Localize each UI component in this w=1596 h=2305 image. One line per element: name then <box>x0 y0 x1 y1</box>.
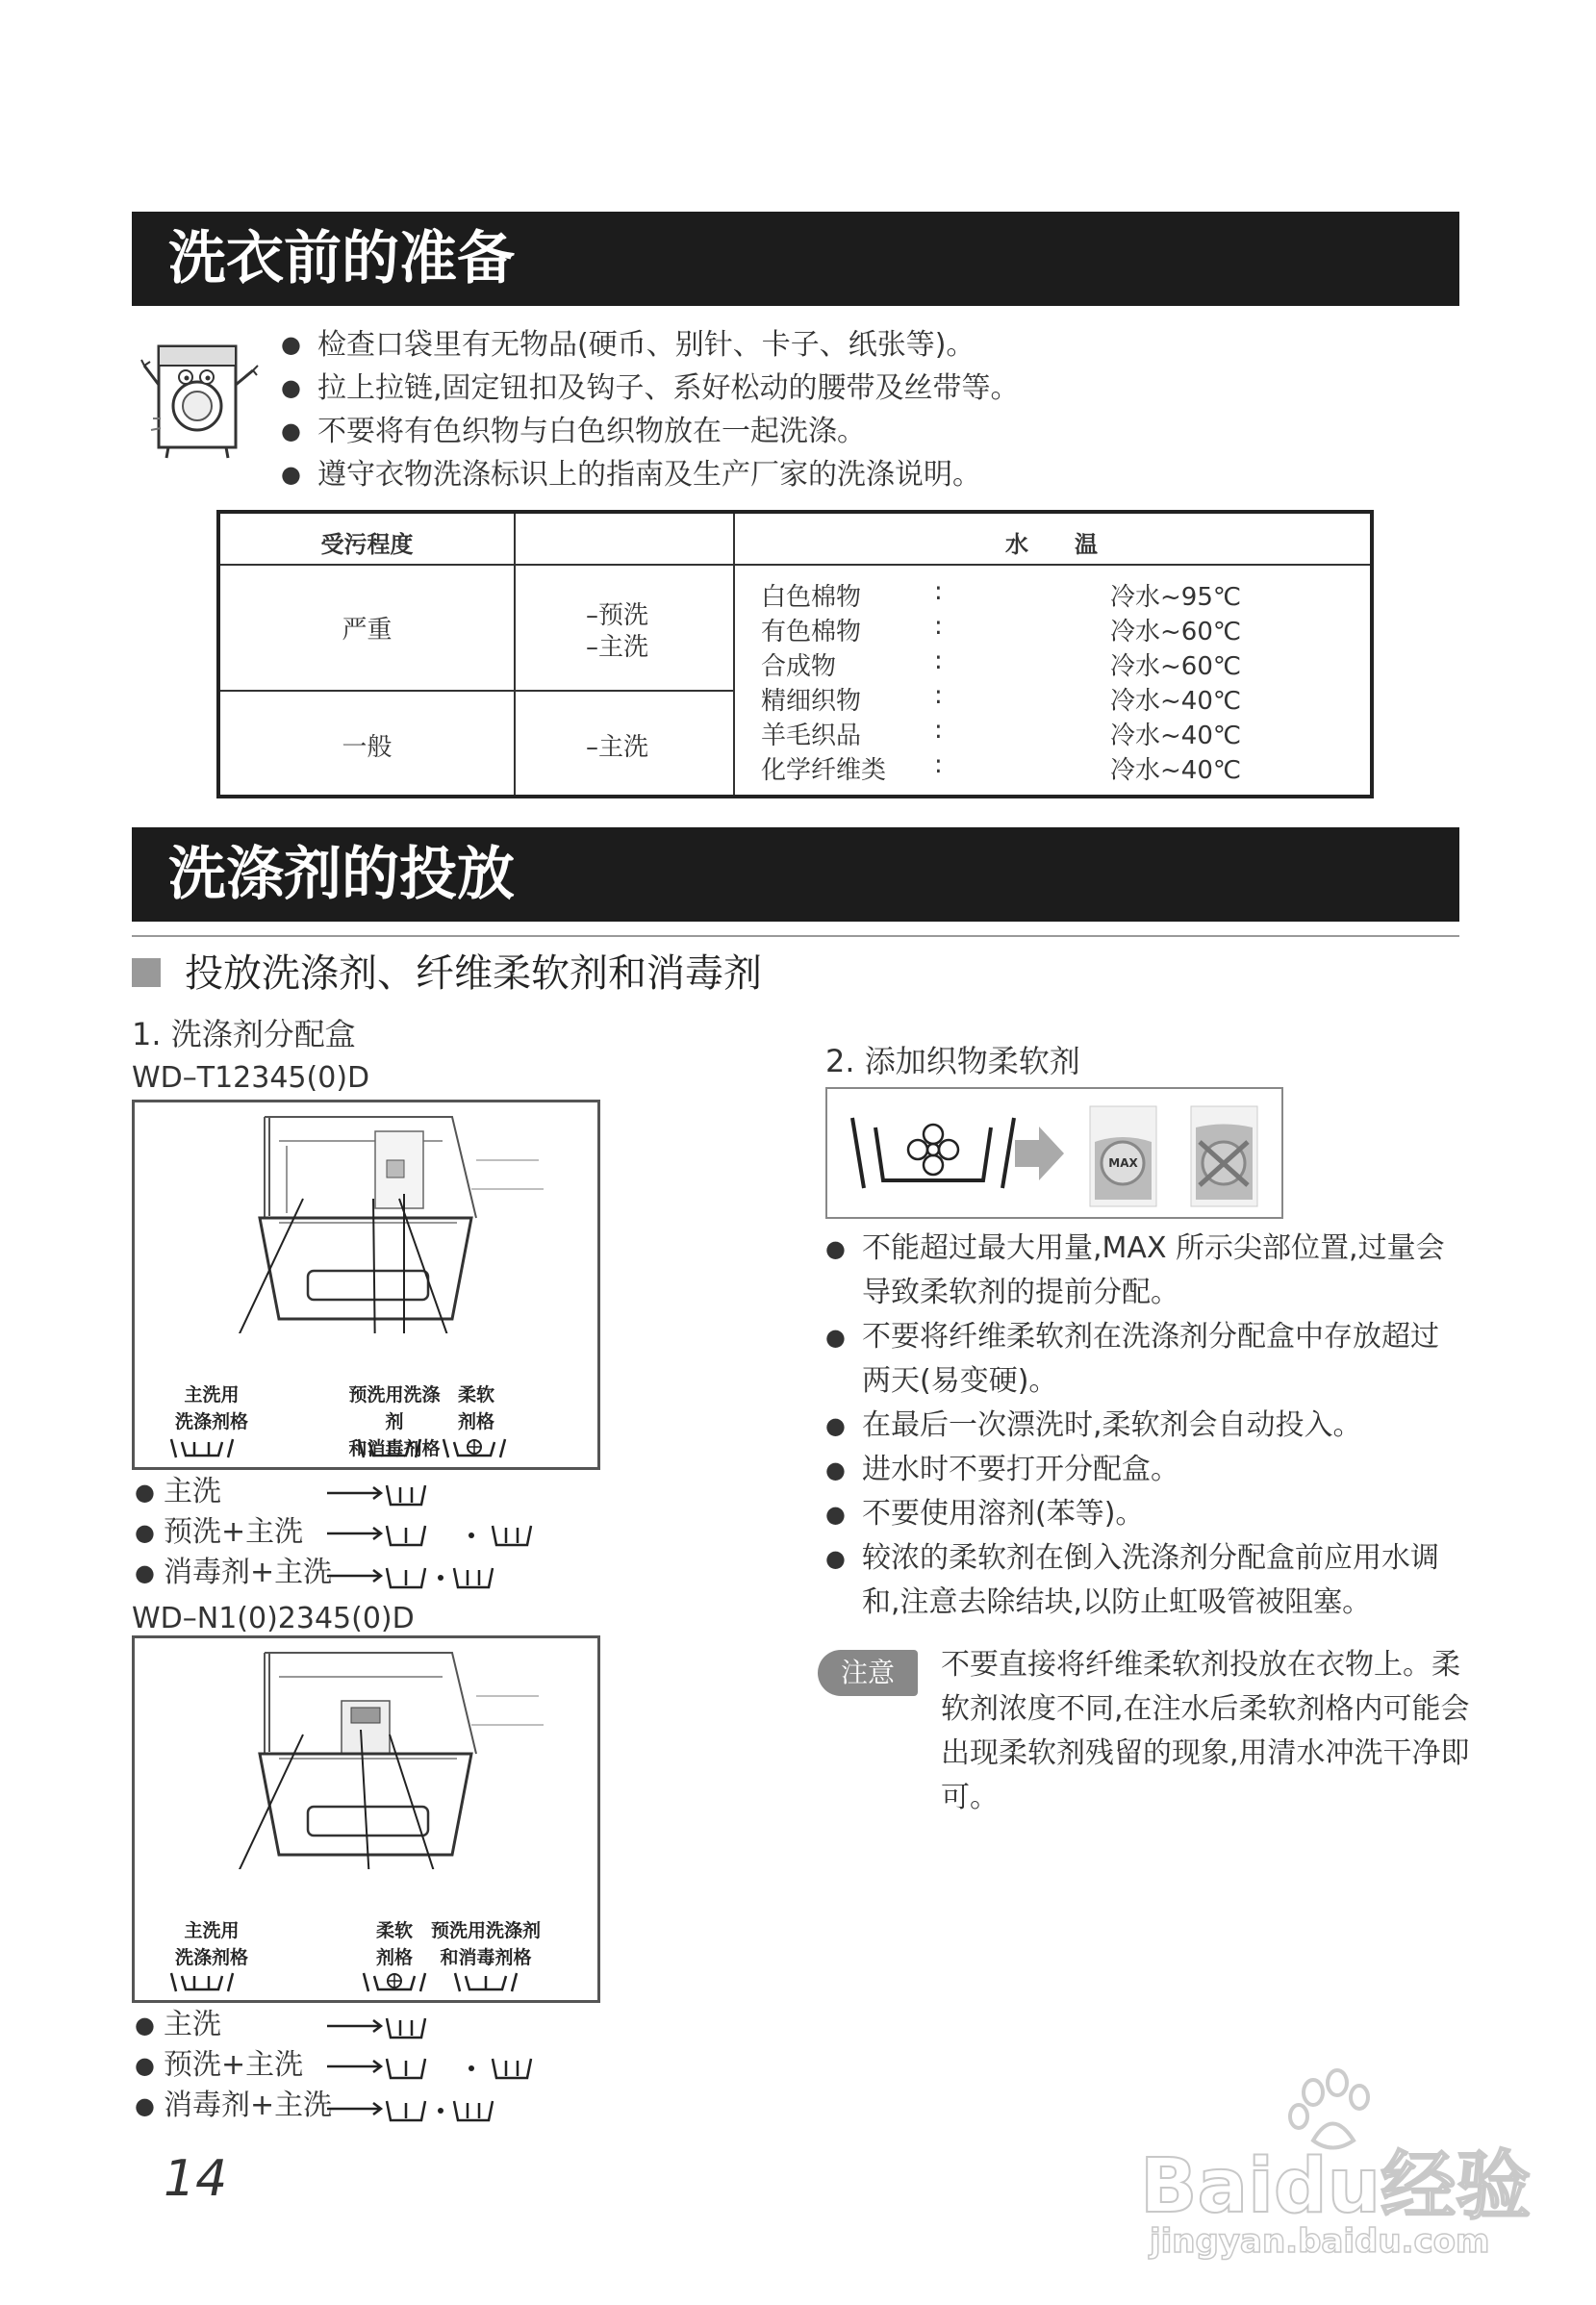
softener-symbol-icon <box>847 1113 1020 1195</box>
model-label-1: WD–T12345(0)D <box>132 1061 370 1095</box>
fabric-name: 羊毛织品 <box>761 722 862 750</box>
divider <box>132 935 1459 937</box>
table-cell-mode: –预洗 <box>586 601 649 630</box>
watermark-cn: 经验 <box>1381 2143 1532 2230</box>
fabric-name: 合成物 <box>761 652 837 681</box>
dispenser-diagram-2 <box>132 1635 600 2003</box>
dispenser-drawer-illustration-icon <box>135 1638 597 1869</box>
mode-symbols-1-icon <box>327 1474 558 1599</box>
softener-symbol-icon <box>441 1436 508 1461</box>
dispenser-drawer-illustration-icon <box>135 1102 597 1333</box>
subsection-title: 投放洗涤剂、纤维柔软剂和消毒剂 <box>185 951 762 996</box>
square-bullet-icon <box>132 958 161 987</box>
fabric-name: 精细织物 <box>761 687 862 716</box>
baidu-jingyan-watermark <box>1140 2068 1544 2270</box>
list-item: ● 进水时不要打开分配盒。 <box>825 1448 1460 1492</box>
washing-machine-mascot-icon <box>139 327 265 462</box>
list-item: ● 不要将纤维柔软剂在洗涤剂分配盒中存放超过两天(易变硬)。 <box>825 1315 1460 1404</box>
fabric-temp: 冷水~40℃ <box>1110 722 1242 750</box>
fabric-temp: 冷水~40℃ <box>1110 756 1242 785</box>
main-wash-symbol-icon <box>168 1970 236 1995</box>
table-header-temp: 水 温 <box>1005 531 1098 558</box>
table-cell-soil-heavy: 严重 <box>342 616 393 645</box>
table-cell-mode: –主洗 <box>586 633 649 662</box>
list-item: ● 不能超过最大用量,MAX 所示尖部位置,过量会导致柔软剂的提前分配。 <box>825 1227 1460 1315</box>
softener-compartment-label: 柔软 剂格 <box>457 1384 494 1432</box>
fabric-temp: 冷水~40℃ <box>1110 687 1242 716</box>
section-title-detergent: 洗涤剂的投放 <box>132 827 1459 922</box>
watermark-url: jingyan.baidu.com <box>1150 2222 1490 2261</box>
table-header-soil: 受污程度 <box>320 531 414 558</box>
softener-bottle-overfill-icon <box>1188 1103 1260 1209</box>
prewash-compartment-label: 预洗用洗涤剂 和消毒剂格 <box>430 1920 541 1968</box>
list-item: ● 预洗+主洗 <box>135 2045 332 2086</box>
list-item: ● 检查口袋里有无物品(硬币、别针、卡子、纸张等)。 <box>281 323 1020 367</box>
list-item: ● 遵守衣物洗涤标识上的指南及生产厂家的洗涤说明。 <box>281 453 1020 496</box>
fabric-temp: 冷水~60℃ <box>1110 652 1242 681</box>
table-cell-soil-normal: 一般 <box>342 733 393 762</box>
note-badge: 注意 <box>818 1650 918 1696</box>
list-item: ● 主洗 <box>135 2005 332 2045</box>
model-label-2: WD–N1(0)2345(0)D <box>132 1602 415 1635</box>
fabric-name: 化学纤维类 <box>761 756 887 785</box>
list-item: ● 消毒剂+主洗 <box>135 2086 332 2126</box>
list-item: ● 拉上拉链,固定钮扣及钩子、系好松动的腰带及丝带等。 <box>281 367 1020 410</box>
softener-symbol-icon <box>361 1970 428 1995</box>
prewash-symbol-icon <box>452 1970 519 1995</box>
page-number: 14 <box>164 2150 228 2208</box>
prewash-symbol-icon <box>356 1436 423 1461</box>
max-label: MAX <box>1108 1156 1138 1170</box>
note-text: 不要直接将纤维柔软剂投放在衣物上。柔软剂浓度不同,在注水后柔软剂格内可能会出现柔软剂残留的现象,用清水冲洗干净即可。 <box>941 1648 1470 1814</box>
water-temperature-table: 受污程度 水 温 严重 –预洗 –主洗 一般 –主洗 白色棉物 : 冷水~95℃ 有色棉物 : 冷水~60℃ 合成物 : 冷水~60℃ 精细织物 : 冷水~40℃ 羊毛织品 : 冷水~40℃ 化学纤维类 : 冷水~40℃ <box>216 510 1374 798</box>
fabric-name: 有色棉物 <box>761 618 862 646</box>
list-item: ● 较浓的柔软剂在倒入洗涤剂分配盒前应用水调和,注意去除结块,以防止虹吸管被阻塞。 <box>825 1536 1460 1625</box>
watermark-brand-du: du <box>1273 2143 1381 2230</box>
mode-list-1 <box>135 1472 332 1593</box>
section-title-prep: 洗衣前的准备 <box>132 212 1459 306</box>
list-item: ● 不要使用溶剂(苯等)。 <box>825 1492 1460 1536</box>
fabric-temp: 冷水~60℃ <box>1110 618 1242 646</box>
prep-bullet-list <box>281 323 1020 496</box>
list-item: ● 预洗+主洗 <box>135 1512 332 1553</box>
item-dispenser-title: 1. 洗涤剂分配盒 <box>132 1016 356 1052</box>
watermark-brand: Bai <box>1140 2143 1274 2230</box>
main-wash-compartment-label: 主洗用 洗涤剂格 <box>174 1384 248 1432</box>
list-item: ● 在最后一次漂洗时,柔软剂会自动投入。 <box>825 1404 1460 1448</box>
fabric-temp: 冷水~95℃ <box>1110 583 1242 612</box>
fabric-name: 白色棉物 <box>761 583 862 612</box>
arrow-right-icon <box>1010 1123 1068 1185</box>
softener-notes-list <box>825 1227 1460 1625</box>
prewash-compartment-label: 预洗用洗涤剂 和消毒剂格 <box>348 1384 441 1459</box>
main-wash-compartment-label: 主洗用 洗涤剂格 <box>174 1920 248 1968</box>
softener-max-illustration <box>825 1087 1283 1219</box>
main-wash-symbol-icon <box>168 1436 236 1461</box>
table-cell-mode: –主洗 <box>586 733 649 762</box>
softener-compartment-label: 柔软 剂格 <box>375 1920 413 1968</box>
dispenser-diagram-1 <box>132 1100 600 1470</box>
list-item: ● 主洗 <box>135 1472 332 1512</box>
mode-list-2 <box>135 2005 332 2126</box>
list-item: ● 不要将有色织物与白色织物放在一起洗涤。 <box>281 410 1020 453</box>
mode-symbols-2-icon <box>327 2007 558 2132</box>
list-item: ● 消毒剂+主洗 <box>135 1553 332 1593</box>
item-softener-title: 2. 添加织物柔软剂 <box>825 1043 1080 1079</box>
